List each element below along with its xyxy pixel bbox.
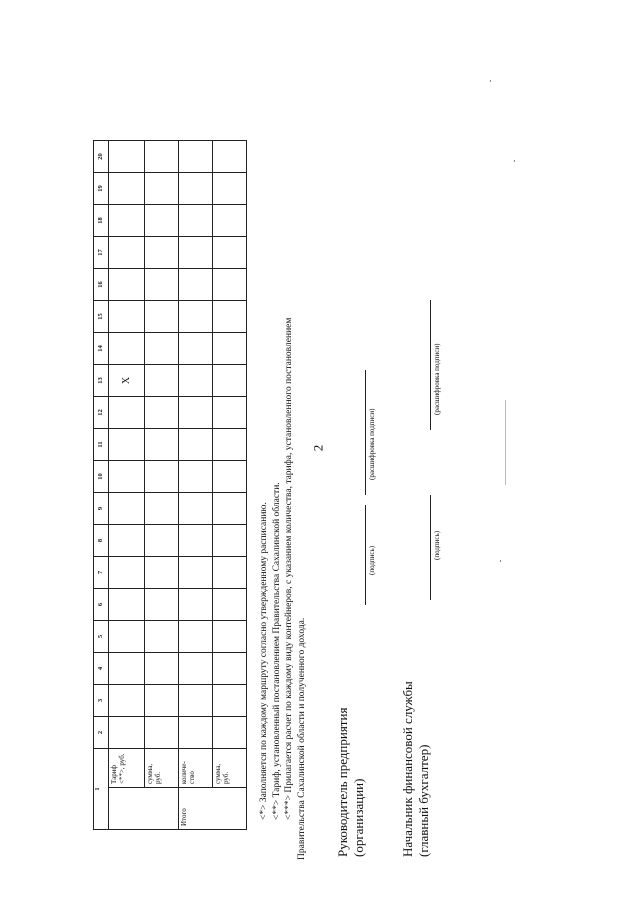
table-cell — [145, 461, 179, 493]
column-header: 6 — [94, 589, 109, 621]
table-cell — [145, 621, 179, 653]
stray-scan-line — [505, 400, 506, 485]
table-cell — [213, 525, 247, 557]
table-header-row — [94, 141, 109, 830]
table-cell — [179, 493, 213, 525]
table-cell — [179, 621, 213, 653]
table-cell — [179, 685, 213, 717]
table-cell — [179, 141, 213, 173]
head-title: Руководитель предприятия — [335, 707, 350, 857]
finance-signature-title — [400, 681, 432, 857]
table-cell — [109, 301, 145, 333]
table-cell — [109, 333, 145, 365]
table-cell — [179, 589, 213, 621]
table-cell — [145, 493, 179, 525]
table-cell — [109, 429, 145, 461]
table-cell — [109, 461, 145, 493]
row-label: Тариф <**>, руб. — [109, 749, 145, 788]
column-header: 16 — [94, 269, 109, 301]
table-cell — [145, 589, 179, 621]
head-title-sub: (организации) — [351, 778, 366, 857]
column-header: 11 — [94, 429, 109, 461]
table-cell — [109, 653, 145, 685]
table-cell — [213, 589, 247, 621]
column-header: 4 — [94, 653, 109, 685]
table-cell — [145, 525, 179, 557]
finance-title: Начальник финансовой службы — [400, 681, 415, 857]
footnote: <**> Тариф, установленный постановлением Правительства Сахалинской области. — [271, 482, 282, 820]
column-header: 12 — [94, 397, 109, 429]
table-cell — [109, 269, 145, 301]
table-cell — [179, 173, 213, 205]
table-cell — [145, 173, 179, 205]
finance-sign-caption: (подпись) — [433, 530, 441, 560]
finance-title-sub: (главный бухгалтер) — [416, 744, 431, 857]
table-cell — [109, 205, 145, 237]
scan-speck — [514, 160, 515, 162]
finance-signature-line — [430, 495, 431, 600]
column-header: 14 — [94, 333, 109, 365]
column-header: 2 — [94, 717, 109, 749]
table-cell — [213, 269, 247, 301]
column-header: 1 — [94, 749, 109, 830]
table-cell — [213, 301, 247, 333]
row-group-label: Итого — [179, 788, 247, 830]
table-cell — [213, 685, 247, 717]
table-row — [179, 141, 213, 830]
table-cell — [213, 653, 247, 685]
table-cell — [213, 621, 247, 653]
page-number: 2 — [310, 444, 326, 452]
scan-speck — [500, 560, 501, 562]
table-cell — [179, 653, 213, 685]
report-table — [93, 140, 247, 830]
table-cell — [145, 557, 179, 589]
table-cell — [213, 237, 247, 269]
table-cell — [145, 429, 179, 461]
table-cell — [145, 717, 179, 749]
finance-decode-line — [430, 300, 431, 430]
table-cell — [213, 461, 247, 493]
head-signature-title — [335, 708, 367, 857]
table-cell — [109, 237, 145, 269]
table-cell — [145, 685, 179, 717]
table-cell — [145, 333, 179, 365]
head-decode-line — [365, 370, 366, 495]
table-cell — [109, 397, 145, 429]
table-cell — [213, 333, 247, 365]
row-label: сумма, руб. — [213, 749, 247, 788]
column-header: 19 — [94, 173, 109, 205]
scan-speck — [490, 80, 491, 82]
table-cell — [109, 589, 145, 621]
table-cell — [145, 237, 179, 269]
head-signature-line — [365, 505, 366, 605]
row-group-label — [109, 788, 179, 830]
table-cell — [109, 173, 145, 205]
head-sign-caption: (подпись) — [368, 545, 376, 575]
table-cell — [109, 621, 145, 653]
table-cell — [213, 397, 247, 429]
table-cell — [179, 237, 213, 269]
head-decode-caption: (расшифровка подписи) — [368, 408, 376, 480]
row-label: сумма, руб. — [145, 749, 179, 788]
table-cell — [179, 429, 213, 461]
table-cell — [145, 365, 179, 397]
table-cell — [179, 717, 213, 749]
table-cell — [145, 141, 179, 173]
table-cell — [109, 685, 145, 717]
table-cell — [213, 173, 247, 205]
table-cell — [179, 525, 213, 557]
column-header: 8 — [94, 525, 109, 557]
table-cell — [145, 397, 179, 429]
column-header: 20 — [94, 141, 109, 173]
finance-decode-caption: (расшифровка подписи) — [433, 343, 441, 415]
column-header: 9 — [94, 493, 109, 525]
column-header: 3 — [94, 685, 109, 717]
table-cell — [109, 717, 145, 749]
table-cell: X — [109, 365, 145, 397]
column-header: 17 — [94, 237, 109, 269]
table-cell — [145, 205, 179, 237]
table-cell — [179, 365, 213, 397]
table-cell — [109, 493, 145, 525]
table-cell — [145, 653, 179, 685]
footnote: Правительства Сахалинской области и полученного дохода. — [296, 617, 307, 860]
table-row — [145, 141, 179, 830]
table-cell — [145, 269, 179, 301]
table-cell — [213, 557, 247, 589]
footnotes — [258, 260, 308, 860]
table-cell — [145, 301, 179, 333]
table-cell — [109, 141, 145, 173]
column-header: 10 — [94, 461, 109, 493]
footnote: <***> Прилагается расчет по каждому виду контейнеров, с указанием количества, тарифа, установленного постановлением — [284, 317, 294, 820]
table-cell — [213, 365, 247, 397]
column-header: 15 — [94, 301, 109, 333]
table-cell — [179, 269, 213, 301]
table-cell — [179, 301, 213, 333]
table-cell — [213, 717, 247, 749]
table-row — [109, 141, 145, 830]
table-cell — [109, 525, 145, 557]
table-cell — [179, 461, 213, 493]
table-cell — [179, 557, 213, 589]
table-cell — [213, 429, 247, 461]
column-header: 7 — [94, 557, 109, 589]
table-cell — [179, 397, 213, 429]
column-header: 18 — [94, 205, 109, 237]
table-cell — [213, 205, 247, 237]
table-cell — [213, 141, 247, 173]
table-cell — [179, 333, 213, 365]
table-row — [213, 141, 247, 830]
table-cell — [213, 493, 247, 525]
footnote: <*> Заполняется по каждому маршруту согласно утвержденному расписанию. — [259, 502, 269, 820]
table-cell — [179, 205, 213, 237]
column-header: 13 — [94, 365, 109, 397]
column-header: 5 — [94, 621, 109, 653]
table-cell — [109, 557, 145, 589]
row-label: количе-ство — [179, 749, 213, 788]
